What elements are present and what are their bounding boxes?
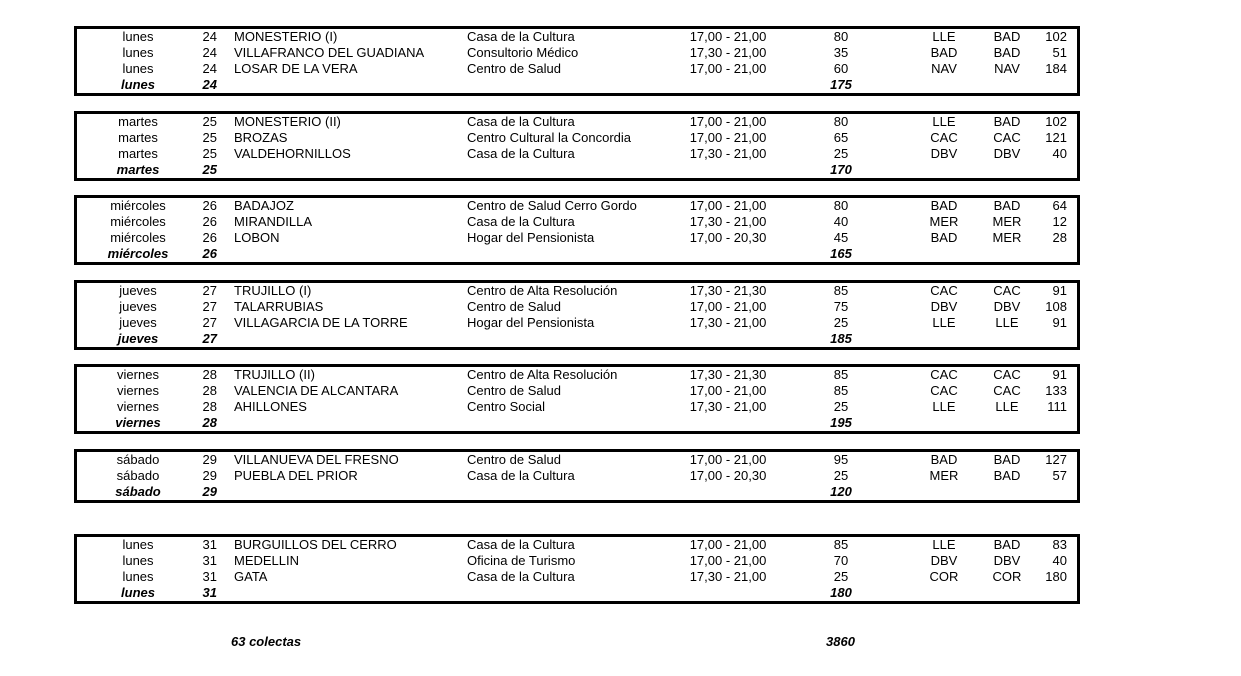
time-cell: 17,30 - 21,00 [689,399,767,414]
date-cell: 25 [202,146,217,161]
number-cell: 28 [1052,230,1067,245]
location-cell: LOBON [234,230,280,245]
count-cell: 85 [833,383,849,398]
origin-code-cell: MER [929,468,959,483]
count-cell: 70 [833,553,849,568]
location-cell: VILLANUEVA DEL FRESNO [234,452,399,467]
table-row [77,537,1077,553]
dest-code-cell: BAD [993,468,1021,483]
table-row [77,468,1077,484]
table-row [77,130,1077,146]
day-cell: jueves [119,283,157,298]
time-cell: 17,30 - 21,00 [689,146,767,161]
time-cell: 17,30 - 21,00 [689,569,767,584]
dest-code-cell: CAC [993,283,1021,298]
number-cell: 40 [1052,553,1067,568]
time-cell: 17,00 - 21,00 [689,299,767,314]
origin-code-cell: CAC [930,367,958,382]
number-cell: 102 [1045,29,1067,44]
number-cell: 111 [1047,399,1067,414]
location-cell: MIRANDILLA [234,214,313,229]
location-cell: LOSAR DE LA VERA [234,61,358,76]
count-cell: 80 [833,29,849,44]
count-cell: 60 [833,61,849,76]
day-cell: martes [118,130,158,145]
origin-code-cell: LLE [932,399,956,414]
dest-code-cell: DBV [993,299,1021,314]
origin-code-cell: BAD [930,230,958,245]
dest-code-cell: BAD [993,114,1021,129]
day-cell: lunes [122,45,154,60]
subtotal-row [77,162,1077,178]
date-cell: 28 [202,383,217,398]
subtotal-row [77,246,1077,262]
subtotal-date: 24 [202,77,217,92]
subtotal-date: 31 [202,585,217,600]
day-cell: lunes [122,537,154,552]
venue-cell: Centro de Salud [467,299,561,314]
origin-code-cell: DBV [930,553,958,568]
count-cell: 45 [833,230,849,245]
time-cell: 17,00 - 20,30 [689,468,767,483]
date-cell: 24 [202,45,217,60]
day-cell: martes [118,146,158,161]
day-group [74,26,1080,96]
origin-code-cell: CAC [930,130,958,145]
origin-code-cell: CAC [930,283,958,298]
location-cell: GATA [234,569,268,584]
origin-code-cell: MER [929,214,959,229]
subtotal-date: 28 [202,415,217,430]
dest-code-cell: BAD [993,45,1021,60]
location-cell: BADAJOZ [234,198,294,213]
number-cell: 57 [1052,468,1067,483]
origin-code-cell: NAV [931,61,957,76]
origin-code-cell: LLE [932,114,956,129]
day-cell: lunes [122,29,154,44]
subtotal-day: martes [116,162,160,177]
dest-code-cell: BAD [993,29,1021,44]
table-row [77,61,1077,77]
count-cell: 85 [833,537,849,552]
date-cell: 31 [202,569,217,584]
day-group [74,280,1080,350]
count-cell: 65 [833,130,849,145]
table-row [77,214,1077,230]
time-cell: 17,30 - 21,00 [689,214,767,229]
location-cell: VILLAGARCIA DE LA TORRE [234,315,408,330]
count-cell: 75 [833,299,849,314]
time-cell: 17,30 - 21,00 [689,45,767,60]
number-cell: 108 [1045,299,1067,314]
dest-code-cell: DBV [993,146,1021,161]
dest-code-cell: COR [992,569,1022,584]
date-cell: 24 [202,29,217,44]
dest-code-cell: BAD [993,537,1021,552]
dest-code-cell: NAV [994,61,1020,76]
number-cell: 83 [1052,537,1067,552]
subtotal-day: lunes [121,77,155,92]
count-cell: 80 [833,198,849,213]
table-row [77,367,1077,383]
date-cell: 27 [202,299,217,314]
table-row [77,45,1077,61]
day-cell: lunes [122,553,154,568]
time-cell: 17,00 - 21,00 [689,130,767,145]
time-cell: 17,00 - 21,00 [689,537,767,552]
venue-cell: Casa de la Cultura [467,29,575,44]
origin-code-cell: DBV [930,146,958,161]
table-row [77,29,1077,45]
location-cell: MONESTERIO (I) [234,29,338,44]
day-cell: lunes [122,569,154,584]
date-cell: 24 [202,61,217,76]
table-row [77,283,1077,299]
grand-total-value: 3860 [826,634,855,649]
number-cell: 180 [1045,569,1067,584]
time-cell: 17,00 - 21,00 [689,553,767,568]
day-cell: miércoles [110,230,166,245]
day-cell: miércoles [110,198,166,213]
venue-cell: Hogar del Pensionista [467,230,595,245]
date-cell: 29 [202,452,217,467]
count-cell: 25 [833,569,849,584]
number-cell: 40 [1052,146,1067,161]
number-cell: 91 [1052,315,1067,330]
number-cell: 102 [1045,114,1067,129]
subtotal-day: miércoles [107,246,169,261]
subtotal-date: 25 [202,162,217,177]
location-cell: BROZAS [234,130,288,145]
time-cell: 17,00 - 21,00 [689,198,767,213]
count-cell: 25 [833,399,849,414]
day-cell: sábado [116,468,160,483]
origin-code-cell: LLE [932,315,956,330]
table-row [77,553,1077,569]
subtotal-day: sábado [115,484,161,499]
dest-code-cell: LLE [995,315,1019,330]
dest-code-cell: CAC [993,130,1021,145]
origin-code-cell: LLE [932,29,956,44]
subtotal-row [77,585,1077,601]
number-cell: 121 [1045,130,1067,145]
date-cell: 27 [202,315,217,330]
day-cell: martes [118,114,158,129]
subtotal-row [77,77,1077,93]
count-cell: 85 [833,367,849,382]
location-cell: AHILLONES [234,399,307,414]
number-cell: 91 [1052,283,1067,298]
venue-cell: Casa de la Cultura [467,537,575,552]
dest-code-cell: MER [992,214,1022,229]
number-cell: 91 [1052,367,1067,382]
time-cell: 17,00 - 21,00 [689,29,767,44]
dest-code-cell: BAD [993,198,1021,213]
location-cell: BURGUILLOS DEL CERRO [234,537,397,552]
count-cell: 85 [833,283,849,298]
total-collections-label: 63 colectas [231,634,302,649]
venue-cell: Centro de Alta Resolución [467,367,618,382]
origin-code-cell: BAD [930,452,958,467]
dest-code-cell: BAD [993,452,1021,467]
number-cell: 12 [1052,214,1067,229]
venue-cell: Centro de Salud [467,452,561,467]
day-cell: lunes [122,61,154,76]
number-cell: 127 [1045,452,1067,467]
time-cell: 17,00 - 20,30 [689,230,767,245]
venue-cell: Casa de la Cultura [467,146,575,161]
table-row [77,146,1077,162]
subtotal-row [77,331,1077,347]
table-row [77,299,1077,315]
number-cell: 133 [1045,383,1067,398]
venue-cell: Casa de la Cultura [467,468,575,483]
count-cell: 25 [833,468,849,483]
date-cell: 25 [202,114,217,129]
subtotal-count: 170 [830,162,852,177]
date-cell: 27 [202,283,217,298]
count-cell: 25 [833,146,849,161]
subtotal-row [77,484,1077,500]
number-cell: 184 [1045,61,1067,76]
venue-cell: Oficina de Turismo [467,553,576,568]
subtotal-day: jueves [117,331,159,346]
location-cell: VALDEHORNILLOS [234,146,351,161]
subtotal-count: 165 [830,246,852,261]
time-cell: 17,30 - 21,30 [689,283,767,298]
count-cell: 25 [833,315,849,330]
time-cell: 17,00 - 21,00 [689,383,767,398]
subtotal-count: 120 [830,484,852,499]
location-cell: PUEBLA DEL PRIOR [234,468,358,483]
venue-cell: Consultorio Médico [467,45,579,60]
date-cell: 31 [202,553,217,568]
subtotal-day: viernes [115,415,161,430]
time-cell: 17,30 - 21,00 [689,315,767,330]
count-cell: 95 [833,452,849,467]
venue-cell: Casa de la Cultura [467,214,575,229]
dest-code-cell: LLE [995,399,1019,414]
day-group [74,534,1080,604]
time-cell: 17,30 - 21,30 [689,367,767,382]
venue-cell: Casa de la Cultura [467,114,575,129]
day-cell: miércoles [110,214,166,229]
date-cell: 26 [202,230,217,245]
date-cell: 25 [202,130,217,145]
table-row [77,315,1077,331]
subtotal-day: lunes [121,585,155,600]
day-group [74,364,1080,434]
location-cell: VALENCIA DE ALCANTARA [234,383,399,398]
location-cell: TRUJILLO (I) [234,283,312,298]
table-row [77,452,1077,468]
origin-code-cell: BAD [930,198,958,213]
origin-code-cell: LLE [932,537,956,552]
table-row [77,114,1077,130]
day-cell: sábado [116,452,160,467]
origin-code-cell: CAC [930,383,958,398]
location-cell: TRUJILLO (II) [234,367,315,382]
venue-cell: Centro Cultural la Concordia [467,130,632,145]
dest-code-cell: MER [992,230,1022,245]
venue-cell: Centro de Salud Cerro Gordo [467,198,637,213]
dest-code-cell: CAC [993,383,1021,398]
day-cell: viernes [117,367,159,382]
location-cell: MONESTERIO (II) [234,114,341,129]
venue-cell: Centro de Salud [467,61,561,76]
subtotal-count: 180 [830,585,852,600]
venue-cell: Centro Social [467,399,546,414]
date-cell: 26 [202,198,217,213]
time-cell: 17,00 - 21,00 [689,114,767,129]
origin-code-cell: BAD [930,45,958,60]
day-group [74,111,1080,181]
count-cell: 80 [833,114,849,129]
time-cell: 17,00 - 21,00 [689,452,767,467]
venue-cell: Centro de Alta Resolución [467,283,618,298]
origin-code-cell: DBV [930,299,958,314]
date-cell: 28 [202,367,217,382]
subtotal-row [77,415,1077,431]
table-row [77,198,1077,214]
day-cell: jueves [119,315,157,330]
location-cell: TALARRUBIAS [234,299,324,314]
table-row [77,230,1077,246]
venue-cell: Centro de Salud [467,383,561,398]
venue-cell: Casa de la Cultura [467,569,575,584]
venue-cell: Hogar del Pensionista [467,315,595,330]
subtotal-date: 27 [202,331,217,346]
origin-code-cell: COR [929,569,959,584]
day-cell: viernes [117,399,159,414]
location-cell: MEDELLIN [234,553,300,568]
count-cell: 40 [833,214,849,229]
date-cell: 29 [202,468,217,483]
number-cell: 64 [1052,198,1067,213]
table-row [77,399,1077,415]
count-cell: 35 [833,45,849,60]
dest-code-cell: CAC [993,367,1021,382]
table-row [77,383,1077,399]
date-cell: 26 [202,214,217,229]
location-cell: VILLAFRANCO DEL GUADIANA [234,45,425,60]
subtotal-count: 185 [830,331,852,346]
subtotal-date: 29 [202,484,217,499]
time-cell: 17,00 - 21,00 [689,61,767,76]
day-cell: viernes [117,383,159,398]
date-cell: 28 [202,399,217,414]
date-cell: 31 [202,537,217,552]
day-cell: jueves [119,299,157,314]
day-group [74,449,1080,503]
subtotal-count: 195 [830,415,852,430]
subtotal-date: 26 [202,246,217,261]
day-group [74,195,1080,265]
number-cell: 51 [1052,45,1067,60]
table-row [77,569,1077,585]
subtotal-count: 175 [830,77,852,92]
dest-code-cell: DBV [993,553,1021,568]
